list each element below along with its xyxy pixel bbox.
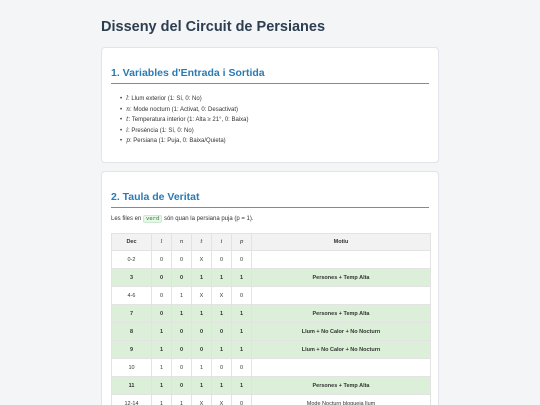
table-row xyxy=(112,269,431,287)
cell-motiu xyxy=(252,251,431,269)
table-row xyxy=(112,341,431,359)
header-n: n xyxy=(172,234,192,251)
cell-l: 0 xyxy=(152,251,172,269)
green-chip: verd xyxy=(143,215,162,223)
header-i: i xyxy=(212,234,232,251)
cell-motiu: Persones + Temp Alta xyxy=(252,377,431,395)
page-title: Disseny del Circuit de Persianes xyxy=(101,19,326,35)
cell-i: 1 xyxy=(212,269,232,287)
truth-table-card xyxy=(101,171,439,405)
cell-n: 0 xyxy=(172,341,192,359)
cell-motiu: Persones + Temp Alta xyxy=(252,305,431,323)
cell-l: 1 xyxy=(152,395,172,405)
cell-n: 0 xyxy=(172,251,192,269)
cell-t: 1 xyxy=(192,377,212,395)
truth-table xyxy=(111,233,431,405)
table-row xyxy=(112,359,431,377)
section-title-truth-table: 2. Taula de Veritat xyxy=(111,191,429,208)
cell-motiu: Persones + Temp Alta xyxy=(252,269,431,287)
cell-t: 1 xyxy=(192,269,212,287)
variable-item: • i: Presència (1: Sí, 0: No) xyxy=(120,126,249,137)
cell-motiu: Mode Nocturn bloqueja llum xyxy=(252,395,431,405)
table-body xyxy=(112,251,431,405)
table-row xyxy=(112,377,431,395)
cell-i: 0 xyxy=(212,323,232,341)
cell-motiu xyxy=(252,359,431,377)
table-row xyxy=(112,395,431,405)
cell-p: 0 xyxy=(232,395,252,405)
variable-item: • p: Persiana (1: Puja, 0: Baixa/Quieta) xyxy=(120,136,249,147)
header-dec: Dec xyxy=(112,234,152,251)
cell-p: 1 xyxy=(232,323,252,341)
cell-i: 0 xyxy=(212,359,232,377)
header-l: l xyxy=(152,234,172,251)
cell-i: 1 xyxy=(212,305,232,323)
header-p: p xyxy=(232,234,252,251)
cell-p: 1 xyxy=(232,305,252,323)
cell-p: 1 xyxy=(232,341,252,359)
cell-n: 0 xyxy=(172,359,192,377)
cell-n: 0 xyxy=(172,269,192,287)
cell-l: 1 xyxy=(152,377,172,395)
cell-dec: 0-2 xyxy=(112,251,152,269)
variable-item: • n: Mode nocturn (1: Activat, 0: Desactivat) xyxy=(120,105,249,116)
table-row xyxy=(112,323,431,341)
variables-list xyxy=(120,94,249,147)
cell-l: 0 xyxy=(152,305,172,323)
table-row xyxy=(112,287,431,305)
cell-motiu: Llum + No Calor + No Nocturn xyxy=(252,341,431,359)
table-header-row xyxy=(112,234,431,251)
cell-motiu: Llum + No Calor + No Nocturn xyxy=(252,323,431,341)
cell-l: 1 xyxy=(152,359,172,377)
header-t: t xyxy=(192,234,212,251)
cell-i: 1 xyxy=(212,377,232,395)
cell-t: 1 xyxy=(192,359,212,377)
cell-dec: 12-14 xyxy=(112,395,152,405)
cell-dec: 3 xyxy=(112,269,152,287)
cell-p: 0 xyxy=(232,287,252,305)
cell-dec: 11 xyxy=(112,377,152,395)
cell-n: 1 xyxy=(172,287,192,305)
section-title-variables: 1. Variables d'Entrada i Sortida xyxy=(111,67,429,84)
cell-t: 0 xyxy=(192,341,212,359)
cell-t: 1 xyxy=(192,305,212,323)
variables-card xyxy=(101,47,439,163)
cell-n: 0 xyxy=(172,323,192,341)
table-row xyxy=(112,305,431,323)
cell-n: 1 xyxy=(172,395,192,405)
cell-l: 0 xyxy=(152,269,172,287)
cell-p: 1 xyxy=(232,377,252,395)
cell-t: X xyxy=(192,395,212,405)
cell-dec: 7 xyxy=(112,305,152,323)
variable-item: • l: Llum exterior (1: Sí, 0: No) xyxy=(120,94,249,105)
cell-l: 0 xyxy=(152,287,172,305)
cell-dec: 8 xyxy=(112,323,152,341)
cell-i: X xyxy=(212,395,232,405)
cell-n: 1 xyxy=(172,305,192,323)
cell-dec: 4-6 xyxy=(112,287,152,305)
variable-item: • t: Temperatura interior (1: Alta ≥ 21°, 0: Baixa) xyxy=(120,115,249,126)
cell-i: 0 xyxy=(212,251,232,269)
cell-n: 0 xyxy=(172,377,192,395)
cell-p: 1 xyxy=(232,269,252,287)
cell-l: 1 xyxy=(152,323,172,341)
table-intro: Les files en verd són quan la persiana puja (p = 1). xyxy=(111,216,254,222)
cell-t: 0 xyxy=(192,323,212,341)
cell-p: 0 xyxy=(232,359,252,377)
cell-i: 1 xyxy=(212,341,232,359)
cell-dec: 10 xyxy=(112,359,152,377)
table-row xyxy=(112,251,431,269)
header-motiu: Motiu xyxy=(252,234,431,251)
cell-l: 1 xyxy=(152,341,172,359)
cell-p: 0 xyxy=(232,251,252,269)
cell-motiu xyxy=(252,287,431,305)
cell-i: X xyxy=(212,287,232,305)
cell-t: X xyxy=(192,287,212,305)
cell-dec: 9 xyxy=(112,341,152,359)
cell-t: X xyxy=(192,251,212,269)
